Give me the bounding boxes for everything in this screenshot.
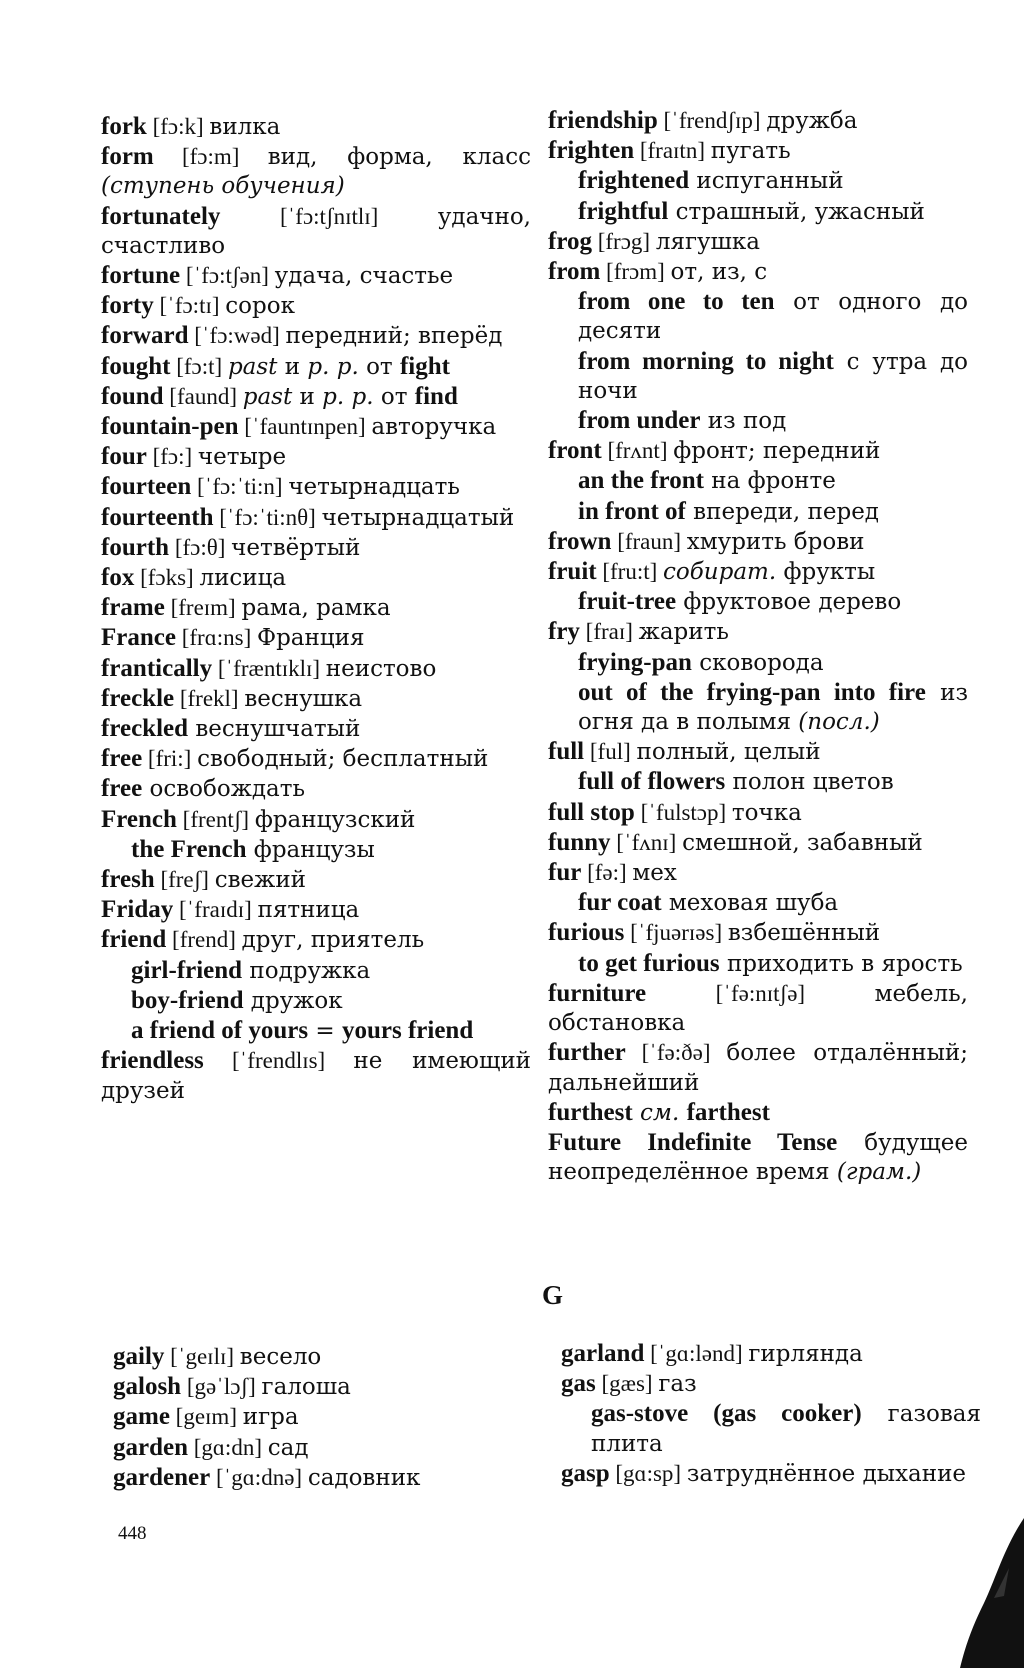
transcription: [gɑ:sp] [609, 1460, 687, 1486]
definition: друг, приятель [241, 927, 425, 954]
definition: четырнадцать [288, 474, 460, 501]
dictionary-entry [548, 136, 968, 166]
definition: полный, целый [636, 739, 821, 766]
definition: не имеющий друзей [101, 1048, 531, 1104]
dictionary-entry [101, 472, 531, 502]
dictionary-entry [101, 593, 531, 623]
dictionary-subentry [548, 888, 968, 918]
transcription: [frend] [166, 927, 242, 953]
dictionary-entry [548, 1128, 968, 1187]
definition: приходить в ярость [719, 950, 963, 977]
definition: авторучка [371, 414, 497, 441]
headword: full stop [548, 798, 635, 826]
dictionary-entry [101, 291, 531, 321]
dictionary-entry [101, 382, 531, 412]
definition: с утра до ночи [578, 348, 969, 404]
dictionary-entry [548, 617, 968, 647]
dictionary-subentry [561, 1399, 981, 1458]
headword: Future Indefinite Tense [548, 1128, 838, 1156]
transcription: [gəˈlɔʃ] [181, 1374, 262, 1400]
dictionary-entry [548, 436, 968, 466]
definition: страшный, ужасный [668, 198, 925, 225]
transcription: [fə:] [581, 860, 633, 886]
grammar-note: (ступень обучения) [101, 173, 345, 200]
transcription: [gɑ:dn] [188, 1434, 268, 1460]
definition: пугать [710, 138, 791, 165]
transcription: [frɑ:ns] [175, 625, 257, 651]
headword: fought [101, 352, 171, 380]
dictionary-entry [101, 142, 531, 201]
grammar-note: past [227, 353, 278, 380]
transcription: [ˈfrendʃɪp] [657, 108, 767, 133]
transcription: [fraɪ] [579, 619, 639, 645]
dictionary-entry [101, 895, 531, 925]
grammar-note: p. p. [307, 353, 359, 380]
transcription: [frɔg] [591, 228, 656, 254]
headword: fur coat [578, 889, 662, 917]
dictionary-subentry [101, 835, 531, 865]
definition: фрукты [776, 559, 876, 586]
definition: неистово [325, 655, 437, 682]
definition: четыре [197, 444, 287, 471]
dictionary-entry [101, 805, 531, 835]
headword: a friend of yours [131, 1017, 309, 1045]
definition: четырнадцатый [321, 504, 515, 531]
headword: free [101, 775, 143, 803]
dictionary-entry [113, 1342, 543, 1372]
definition: вилка [209, 114, 281, 140]
definition: затруднённое дыхание [686, 1460, 967, 1487]
headword: friendship [548, 107, 658, 134]
headword: from [548, 258, 601, 286]
transcription: [ˈfræntɪklɪ] [212, 655, 326, 681]
headword: farthest [686, 1098, 770, 1126]
definition: мех [632, 860, 677, 887]
dictionary-entry [548, 828, 968, 858]
dictionary-entry [548, 106, 968, 136]
headword: fourteenth [101, 503, 214, 531]
headword: garden [113, 1433, 188, 1461]
headword: frog [548, 227, 592, 255]
headword: furniture [548, 979, 647, 1007]
definition: = [308, 1018, 342, 1045]
headword: form [101, 143, 154, 171]
headword: gaily [113, 1343, 165, 1370]
dictionary-subentry [548, 166, 968, 196]
headword: free [101, 745, 143, 773]
transcription: [ˈfjuərɪəs] [624, 920, 728, 946]
headword: yours friend [341, 1017, 474, 1045]
headword: funny [548, 828, 611, 856]
definition: хмурить брови [686, 528, 865, 555]
dictionary-entry [113, 1372, 543, 1402]
dictionary-entry [548, 527, 968, 557]
transcription: [ˈfɔ:ˈti:n] [191, 474, 289, 500]
definition: французы [246, 836, 375, 863]
dictionary-entry [101, 714, 531, 744]
headword: furthest [548, 1098, 633, 1126]
dictionary-entry [101, 654, 531, 684]
definition: веснушка [244, 685, 363, 712]
headword: fur [548, 859, 582, 887]
definition: четвёртый [231, 534, 361, 561]
column-g-right [561, 1339, 981, 1489]
definition: передний; вперёд [285, 323, 503, 350]
definition: сорок [225, 293, 295, 320]
definition: из под [700, 408, 787, 435]
headword: fox [101, 564, 135, 592]
headword: four [101, 443, 147, 471]
column-f-left [101, 112, 531, 1106]
transcription: [ˈfʌnɪ] [610, 829, 683, 855]
transcription: [ˈfɔ:tɪ] [153, 293, 226, 319]
headword: from morning to night [578, 347, 834, 375]
transcription: [ˈfauntɪnpen] [238, 414, 372, 440]
grammar-note: см. [640, 1099, 680, 1126]
headword: full [548, 738, 585, 766]
transcription: [ˈgɑ:dnə] [210, 1464, 308, 1490]
dictionary-subentry [548, 347, 968, 406]
transcription: [fɔ:] [146, 444, 198, 470]
dictionary-entry [548, 979, 968, 1038]
dictionary-entry [548, 557, 968, 587]
headword: in front of [578, 497, 686, 525]
dictionary-entry [101, 925, 531, 955]
headword: frown [548, 527, 612, 555]
dictionary-subentry [548, 406, 968, 436]
headword: fork [101, 113, 147, 140]
definition: игра [242, 1404, 299, 1431]
definition: смешной, забавный [682, 829, 923, 856]
definition: галоша [261, 1374, 351, 1401]
headword: frightened [578, 167, 690, 195]
dictionary-entry [101, 112, 531, 142]
definition: удача, счастье [274, 263, 454, 290]
dictionary-subentry [101, 1016, 531, 1046]
headword: full of flowers [578, 768, 726, 796]
transcription: [ˈfɔ:wəd] [188, 323, 286, 349]
dictionary-subentry [548, 587, 968, 617]
dictionary-entry [548, 227, 968, 257]
dictionary-entry [548, 1038, 968, 1097]
dictionary-subentry [101, 986, 531, 1016]
definition: сад [267, 1434, 309, 1461]
section-letter: G [542, 1280, 564, 1310]
dictionary-entry [548, 798, 968, 828]
transcription: [gæs] [595, 1371, 659, 1397]
definition: фронт; передний [673, 438, 881, 465]
transcription: [fraun] [611, 528, 687, 554]
dictionary-entry [101, 623, 531, 653]
headword: boy-friend [131, 986, 244, 1014]
definition: впереди, перед [685, 498, 879, 525]
transcription: [fɔ:θ] [169, 534, 232, 560]
dictionary-entry [561, 1459, 981, 1489]
definition: свежий [214, 867, 306, 894]
headword: frighten [548, 137, 635, 165]
dictionary-entry [113, 1402, 543, 1432]
transcription: [ˈfɔ:tʃnɪtlɪ] [220, 203, 438, 229]
column-g-left [113, 1342, 543, 1493]
grammar-note: past [242, 383, 293, 410]
headword: game [113, 1403, 170, 1431]
dictionary-entry [101, 744, 531, 774]
definition: из огня да в полымя [578, 679, 968, 736]
definition: жарить [638, 619, 729, 646]
definition: гирлянда [748, 1341, 863, 1367]
headword: fourteen [101, 473, 192, 501]
headword: fruit-tree [578, 588, 677, 616]
dictionary-entry [101, 865, 531, 895]
dictionary-entry [101, 202, 531, 261]
definition: от [373, 383, 415, 410]
headword: forward [101, 322, 189, 350]
headword: from one to ten [578, 288, 775, 316]
definition: весело [239, 1344, 322, 1370]
definition: точка [731, 799, 802, 826]
definition: мебель, обстановка [548, 980, 968, 1037]
definition: пятница [257, 897, 360, 924]
dictionary-subentry [101, 956, 531, 986]
dictionary-entry [101, 503, 531, 533]
dictionary-subentry [548, 949, 968, 979]
transcription: [ˈfə:ðə] [625, 1040, 727, 1066]
transcription: [geɪm] [169, 1404, 243, 1430]
transcription: [fraɪtn] [634, 138, 711, 164]
headword: forty [101, 292, 154, 320]
dictionary-subentry [548, 767, 968, 797]
definition: полон цветов [725, 769, 894, 796]
dictionary-entry [548, 1098, 968, 1128]
definition: удачно, счастливо [101, 203, 531, 259]
definition: и [277, 353, 308, 380]
definition: от одного до десяти [578, 289, 968, 345]
headword: freckle [101, 684, 175, 712]
transcription: [ˈfrendlɪs] [203, 1048, 354, 1074]
headword: gasp [561, 1459, 610, 1487]
transcription: [frɔm] [600, 259, 671, 285]
transcription: [fɔ:m] [153, 144, 268, 170]
definition: подружка [242, 957, 371, 984]
definition: на фронте [703, 468, 836, 495]
definition: меховая шуба [661, 890, 839, 917]
headword: fight [399, 352, 450, 380]
definition: испуганный [689, 168, 844, 195]
grammar-note: собират. [663, 559, 777, 586]
headword: freckled [101, 715, 189, 743]
headword: galosh [113, 1373, 182, 1401]
headword: girl-friend [131, 956, 243, 984]
dictionary-entry [101, 412, 531, 442]
headword: fourth [101, 533, 170, 561]
definition: садовник [307, 1464, 421, 1491]
dictionary-entry [548, 257, 968, 287]
headword: fry [548, 618, 580, 646]
transcription: [frentʃ] [176, 806, 255, 832]
headword: the French [131, 835, 247, 863]
transcription: [freʃ] [154, 867, 215, 893]
page-number: 448 [118, 1523, 147, 1544]
headword: to get furious [578, 949, 720, 977]
transcription: [fri:] [142, 746, 198, 772]
definition: свободный; бесплатный [197, 746, 489, 773]
dictionary-entry [101, 774, 531, 804]
transcription: [fɔ:t] [170, 353, 228, 379]
transcription: [frekl] [174, 685, 245, 711]
dictionary-entry [101, 352, 531, 382]
definition [679, 1100, 686, 1126]
headword: frying-pan [578, 648, 692, 676]
transcription: [ˈfulstɔp] [634, 799, 732, 825]
dictionary-entry [561, 1369, 981, 1399]
headword: Friday [101, 896, 174, 924]
corner-smudge [954, 1508, 1024, 1668]
transcription: [fru:t] [596, 559, 664, 585]
definition: веснушчатый [188, 716, 361, 743]
dictionary-subentry [548, 648, 968, 678]
dictionary-subentry [548, 287, 968, 346]
definition: Франция [256, 625, 365, 652]
transcription: [frʌnt] [601, 438, 674, 464]
dictionary-subentry [548, 678, 968, 737]
headword: frightful [578, 197, 669, 225]
definition: фруктовое дерево [676, 589, 902, 616]
definition: взбешённый [727, 920, 881, 947]
headword: gas [561, 1370, 596, 1398]
definition: от [358, 353, 400, 380]
headword: fortune [101, 262, 181, 290]
dictionary-entry [101, 563, 531, 593]
transcription: [ˈfɔ:tʃən] [180, 263, 275, 289]
definition: дружба [766, 108, 858, 134]
dictionary-entry [101, 1046, 531, 1105]
transcription: [freɪm] [164, 595, 242, 621]
definition: лисица [199, 565, 287, 592]
transcription: [ful] [584, 739, 637, 765]
definition: более отдалённый; дальнейший [548, 1040, 968, 1096]
headword: gas-stove (gas cooker) [591, 1400, 862, 1428]
dictionary-entry [113, 1463, 543, 1493]
transcription: [ˈfraɪdɪ] [173, 897, 258, 923]
headword: fruit [548, 558, 597, 586]
definition: от, из, с [670, 259, 768, 286]
transcription: [faund] [163, 383, 243, 409]
definition: сковорода [691, 649, 824, 676]
dictionary-entry [561, 1339, 981, 1369]
grammar-note: (грам.) [836, 1159, 922, 1186]
definition: вид, форма, класс [267, 144, 531, 171]
dictionary-subentry [548, 466, 968, 496]
headword: fountain-pen [101, 413, 239, 441]
dictionary-entry [101, 442, 531, 472]
headword: friend [101, 926, 167, 954]
transcription: [ˈfɔ:ˈti:nθ] [213, 504, 322, 530]
definition: французский [254, 806, 416, 833]
headword: France [101, 624, 176, 652]
definition [633, 1100, 640, 1126]
definition: освобождать [142, 776, 305, 803]
headword: friendless [101, 1047, 204, 1075]
headword: an the front [578, 467, 704, 495]
definition: газовая плита [591, 1401, 982, 1457]
dictionary-entry [101, 533, 531, 563]
dictionary-entry [101, 321, 531, 351]
headword: further [548, 1039, 626, 1067]
headword: French [101, 805, 177, 833]
grammar-note: (посл.) [798, 709, 880, 736]
column-f-right [548, 106, 968, 1187]
headword: gardener [113, 1463, 211, 1491]
dictionary-subentry [548, 197, 968, 227]
headword: out of the frying-pan into fire [578, 678, 926, 706]
transcription: [fɔks] [134, 565, 200, 591]
definition: лягушка [655, 228, 761, 255]
headword: frantically [101, 654, 213, 682]
headword: fortunately [101, 202, 221, 230]
headword: fresh [101, 866, 155, 894]
headword: find [414, 382, 458, 410]
dictionary-entry [113, 1433, 543, 1463]
definition: газ [658, 1371, 697, 1398]
dictionary-entry [548, 737, 968, 767]
headword: garland [561, 1340, 645, 1367]
dictionary-subentry [548, 497, 968, 527]
definition: и [292, 383, 323, 410]
transcription: [ˈfə:nɪtʃə] [646, 980, 875, 1006]
headword: furious [548, 919, 625, 947]
transcription: [ˈgeɪlɪ] [164, 1344, 240, 1369]
transcription: [fɔ:k] [146, 114, 210, 139]
definition: будущее неопределённое время [548, 1129, 968, 1186]
headword: frame [101, 594, 165, 622]
dictionary-entry [101, 684, 531, 714]
headword: found [101, 382, 164, 410]
dictionary-entry [548, 858, 968, 888]
dictionary-entry [548, 918, 968, 948]
headword: front [548, 437, 602, 465]
grammar-note: p. p. [322, 383, 374, 410]
definition: дружок [243, 987, 343, 1014]
definition: рама, рамка [241, 595, 391, 622]
dictionary-entry [101, 261, 531, 291]
transcription: [ˈgɑ:lənd] [644, 1341, 749, 1366]
headword: from under [578, 407, 701, 435]
